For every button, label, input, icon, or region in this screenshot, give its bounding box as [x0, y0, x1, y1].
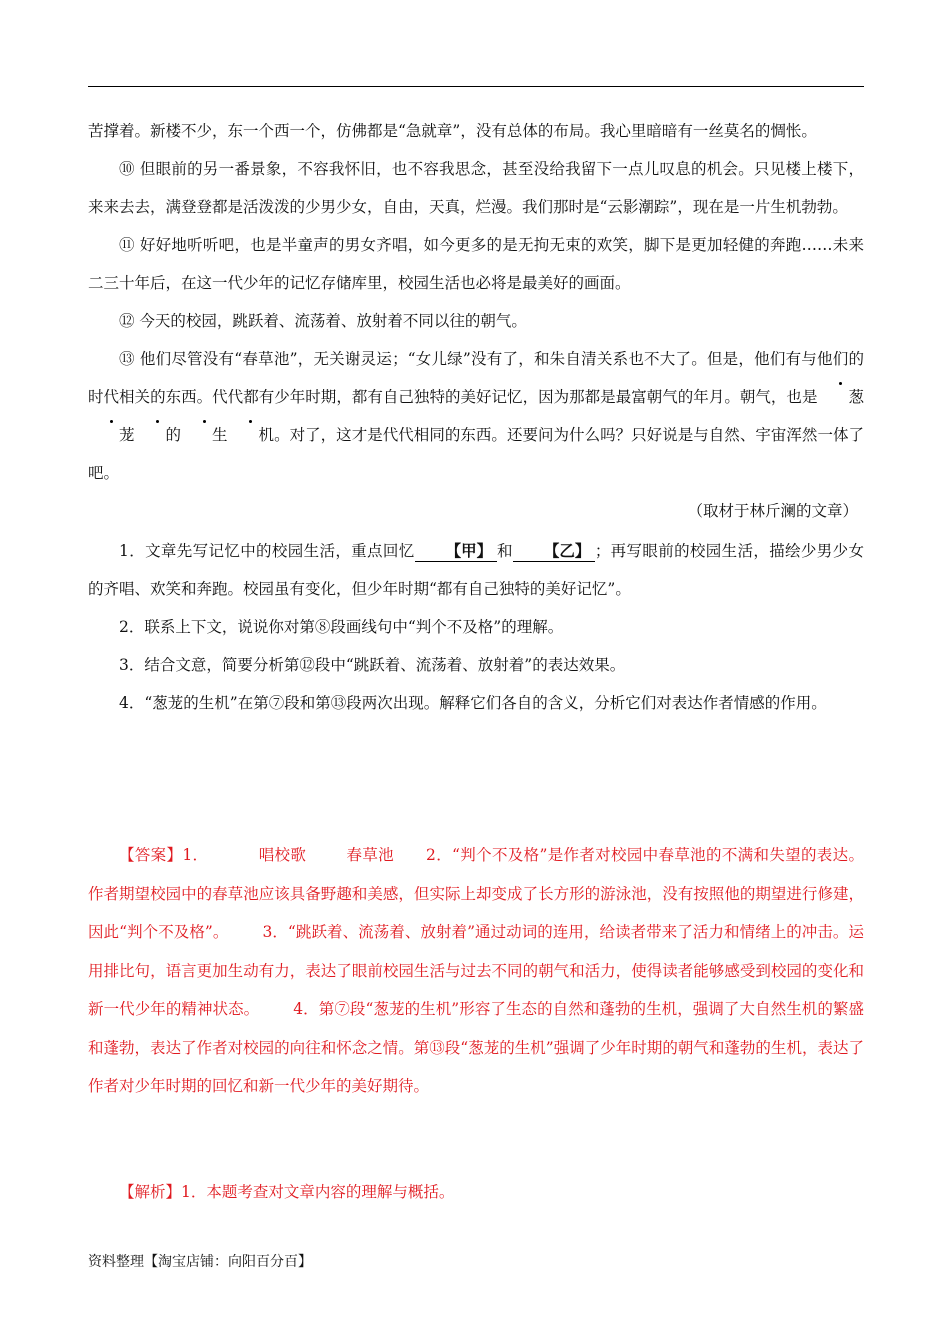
answer-text: [88, 836, 864, 1106]
analysis-section: [88, 1173, 864, 1211]
answer-section: [88, 836, 864, 1106]
question-4: 4．“葱茏的生机”在第⑦段和第⑬段两次出现。解释它们各自的含义，分析它们对表达作者情感的作用。: [119, 694, 827, 712]
blank-yi-tag: 【乙】: [543, 541, 591, 560]
blank-yi: [513, 541, 595, 562]
answer-4: 4．第⑦段“葱茏的生机”形容了生态的自然和蓬勃的生机，强调了大自然生机的繁盛和蓬勃，表达了作者对校园的向往和怀念之情。第⑬段“葱茏的生机”强调了少年时期的朝气和蓬勃的生机，表达了作者对少年时期的回忆和新一代少年的美好期待。: [88, 1000, 864, 1095]
question-list: [88, 532, 864, 722]
answer-1-num: 1．: [182, 846, 209, 864]
answer-label: 【答案】: [119, 846, 183, 864]
blank-jia-tag: 【甲】: [445, 541, 493, 560]
blank-jia: [415, 541, 497, 562]
article-body: [88, 112, 864, 722]
question-1-prefix: 1．文章先写记忆中的校园生活，重点回忆: [119, 542, 415, 560]
paragraph-10: ⑩ 但眼前的另一番景象，不容我怀旧，也不容我思念，甚至没给我留下一点儿叹息的机会。只见楼上楼下，来来去去，满登登都是活泼泼的少男少女，自由，天真，烂漫。我们那时是“云影潮踪”，现在是一片生机勃勃。: [88, 160, 864, 216]
paragraph-13-text-b: 。对了，这才是代代相同的东西。还要问为什么吗？只好说是与自然、宇宙浑然一体了吧。: [88, 426, 864, 482]
question-2: 2．联系上下文，说说你对第⑧段画线句中“判个不及格”的理解。: [119, 618, 564, 636]
paragraph-11: ⑪ 好好地听听吧，也是半童声的男女齐唱，如今更多的是无拘无束的欢笑，脚下是更加轻健的奔跑……未来二三十年后，在这一代少年的记忆存储库里，校园生活也必将是最美好的画面。: [88, 236, 864, 292]
paragraph-13: [88, 340, 864, 492]
emphasis-char: 的: [135, 416, 182, 454]
answer-1-b: 春草池: [346, 846, 395, 864]
paragraph-13-text-a: ⑬ 他们尽管没有“春草池”，无关谢灵运；“女儿绿”没有了，和朱自清关系也不大了。但是，他们有与他们的时代相关的东西。代代都有少年时期，都有自己独特的美好记忆，因为那都是最富朝气的年月。朝气，也是: [88, 350, 864, 406]
emphasis-char: 机: [228, 416, 275, 454]
question-1-and: 和: [496, 542, 513, 560]
emphasis-char: 茏: [88, 416, 135, 454]
emphasis-char: 生: [181, 416, 228, 454]
question-3: 3．结合文意，简要分析第⑫段中“跳跃着、流荡着、放射着”的表达效果。: [119, 656, 626, 674]
emphasis-char: 葱: [817, 378, 864, 416]
page-footer: 资料整理【淘宝店铺：向阳百分百】: [88, 1254, 312, 1270]
answer-1-a: 唱校歌: [258, 846, 307, 864]
paragraph-continued: 苦撑着。新楼不少，东一个西一个，仿佛都是“急就章”，没有总体的布局。我心里暗暗有一丝莫名的惆怅。: [88, 122, 817, 140]
answer-2: 2．“判个不及格”是作者对校园中春草池的不满和失望的表达。作者期望校园中的春草池应该具备野趣和美感，但实际上却变成了长方形的游泳池，没有按照他的期望进行修建，因此“判个不及格”。: [88, 846, 864, 941]
paragraph-12: ⑫ 今天的校园，跳跃着、流荡着、放射着不同以往的朝气。: [119, 312, 527, 330]
answer-3: 3．“跳跃着、流荡着、放射着”通过动词的连用，给读者带来了活力和情绪上的冲击。运用排比句，语言更加生动有力，表达了眼前校园生活与过去不同的朝气和活力，使得读者能够感受到校园的变化和新一代少年的精神状态。: [88, 923, 864, 1018]
question-1-suffix: ；再写眼前的校园生活，描绘少男少女的齐唱、欢笑和奔跑。校园虽有变化，但少年时期“都有自己独特的美好记忆”。: [88, 542, 864, 598]
source-citation: （取材于林斤澜的文章）: [687, 502, 858, 520]
analysis-text: 1．本题考查对文章内容的理解与概括。: [181, 1183, 455, 1201]
header-divider: [88, 86, 864, 87]
analysis-label: 【解析】: [119, 1183, 182, 1201]
question-1: [88, 532, 864, 608]
